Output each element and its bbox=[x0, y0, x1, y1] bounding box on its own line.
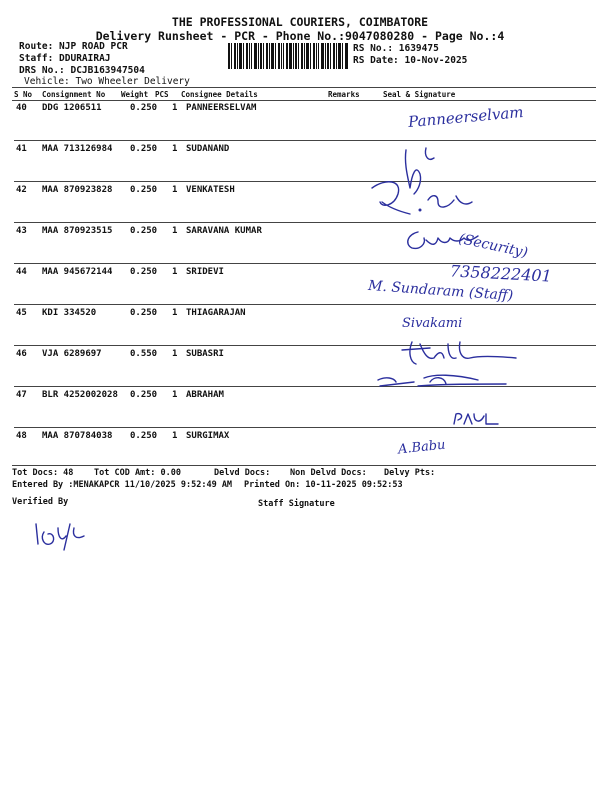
table-header-rule bbox=[12, 100, 596, 101]
company-title: THE PROFESSIONAL COURIERS, COIMBATORE bbox=[171, 15, 429, 29]
cell-pcs: 1 bbox=[172, 144, 178, 154]
cell-pcs: 1 bbox=[172, 226, 178, 236]
cell-sno: 46 bbox=[16, 349, 27, 359]
cell-consignee: SRIDEVI bbox=[186, 267, 224, 277]
cell-consignee: ABRAHAM bbox=[186, 390, 224, 400]
cell-weight: 0.250 bbox=[130, 144, 158, 154]
cell-weight: 0.550 bbox=[130, 349, 158, 359]
cell-consignment: BLR 4252002028 bbox=[42, 390, 118, 400]
cell-pcs: 1 bbox=[172, 431, 178, 441]
cell-pcs: 1 bbox=[172, 308, 178, 318]
table-bottom-rule bbox=[12, 465, 596, 466]
cell-sno: 45 bbox=[16, 308, 27, 318]
signature-row44: M. Sundaram (Staff) bbox=[367, 277, 514, 305]
col-header-seal: Seal & Signature bbox=[383, 90, 456, 99]
cell-sno: 43 bbox=[16, 226, 27, 236]
rs-date: RS Date: 10-Nov-2025 bbox=[353, 55, 468, 66]
table-top-rule bbox=[12, 87, 596, 88]
cell-consignee: PANNEERSELVAM bbox=[186, 103, 257, 113]
cell-consignment: VJA 6289697 bbox=[42, 349, 102, 359]
cell-consignment: MAA 945672144 bbox=[42, 267, 113, 277]
signature-row48: A.Babu bbox=[397, 437, 447, 458]
cell-consignee: SUBASRI bbox=[186, 349, 224, 359]
cell-consignee: VENKATESH bbox=[186, 185, 235, 195]
col-header-pcs: PCS bbox=[155, 90, 169, 99]
non-delivered-docs: Non Delvd Docs: bbox=[290, 468, 367, 478]
col-header-weight: Weight bbox=[121, 90, 149, 99]
note-row43-security: (Security) bbox=[457, 230, 530, 262]
cell-consignee: SURGIMAX bbox=[186, 431, 230, 441]
delivered-docs: Delvd Docs: bbox=[214, 468, 271, 478]
signature-row45: Sivakami bbox=[402, 316, 463, 331]
cell-weight: 0.250 bbox=[130, 185, 158, 195]
rs-number: RS No.: 1639475 bbox=[353, 43, 439, 54]
cell-sno: 41 bbox=[16, 144, 27, 154]
row-divider bbox=[14, 181, 596, 182]
cell-consignment: MAA 870784038 bbox=[42, 431, 113, 441]
cell-consignment: DDG 1206511 bbox=[42, 103, 102, 113]
cell-consignee: THIAGARAJAN bbox=[186, 308, 246, 318]
signature-row40: Panneerselvam bbox=[407, 102, 525, 132]
total-cod-amount: Tot COD Amt: 0.00 bbox=[94, 468, 181, 478]
route-text: Route: NJP ROAD PCR bbox=[19, 41, 128, 52]
signature-row47-initials bbox=[450, 410, 502, 428]
cell-consignment: MAA 870923828 bbox=[42, 185, 113, 195]
entered-by: Entered By :MENAKAPCR 11/10/2025 9:52:49 AM bbox=[12, 480, 233, 490]
delivery-points: Delvy Pts: bbox=[384, 468, 436, 478]
cell-weight: 0.250 bbox=[130, 308, 158, 318]
cell-pcs: 1 bbox=[172, 267, 178, 277]
cell-consignment: MAA 870923515 bbox=[42, 226, 113, 236]
col-header-sno: S No bbox=[14, 90, 33, 99]
note-row44-phone: 7358222401 bbox=[449, 261, 553, 286]
cell-pcs: 1 bbox=[172, 349, 178, 359]
cell-consignee: SARAVANA KUMAR bbox=[186, 226, 262, 236]
col-header-remarks: Remarks bbox=[328, 90, 360, 99]
cell-weight: 0.250 bbox=[130, 390, 158, 400]
total-docs: Tot Docs: 48 bbox=[12, 468, 74, 478]
cell-consignment: KDI 334520 bbox=[42, 308, 97, 318]
cell-pcs: 1 bbox=[172, 103, 178, 113]
cell-consignee: SUDANAND bbox=[186, 144, 230, 154]
drs-number: DRS No.: DCJB163947504 bbox=[19, 65, 145, 76]
cell-sno: 47 bbox=[16, 390, 27, 400]
row-divider bbox=[14, 304, 596, 305]
cell-weight: 0.250 bbox=[130, 267, 158, 277]
staff-signature-label: Staff Signature bbox=[258, 499, 335, 509]
verified-by-label: Verified By bbox=[12, 497, 69, 507]
vehicle-text: Vehicle: Two Wheeler Delivery bbox=[24, 76, 190, 87]
printed-on: Printed On: 10-11-2025 09:52:53 bbox=[244, 480, 403, 490]
cell-pcs: 1 bbox=[172, 185, 178, 195]
cell-consignment: MAA 713126984 bbox=[42, 144, 113, 154]
row-divider bbox=[14, 427, 596, 428]
signature-row47 bbox=[374, 372, 514, 394]
cell-weight: 0.250 bbox=[130, 431, 158, 441]
cell-sno: 40 bbox=[16, 103, 27, 113]
cell-weight: 0.250 bbox=[130, 103, 158, 113]
signature-row46 bbox=[398, 338, 528, 372]
col-header-consignee: Consignee Details bbox=[181, 90, 258, 99]
row-divider bbox=[14, 222, 596, 223]
row-divider bbox=[14, 140, 596, 141]
barcode-image bbox=[228, 43, 348, 69]
runsheet-subtitle: Delivery Runsheet - PCR - Phone No.:9047080280 - Page No.:4 bbox=[95, 29, 505, 43]
cell-pcs: 1 bbox=[172, 390, 178, 400]
cell-sno: 44 bbox=[16, 267, 27, 277]
staff-text: Staff: DDURAIRAJ bbox=[19, 53, 111, 64]
signature-row41-42 bbox=[368, 144, 478, 224]
cell-sno: 42 bbox=[16, 185, 27, 195]
cell-sno: 48 bbox=[16, 431, 27, 441]
cell-weight: 0.250 bbox=[130, 226, 158, 236]
col-header-consignment: Consignment No bbox=[42, 90, 106, 99]
verified-signature bbox=[30, 514, 90, 554]
